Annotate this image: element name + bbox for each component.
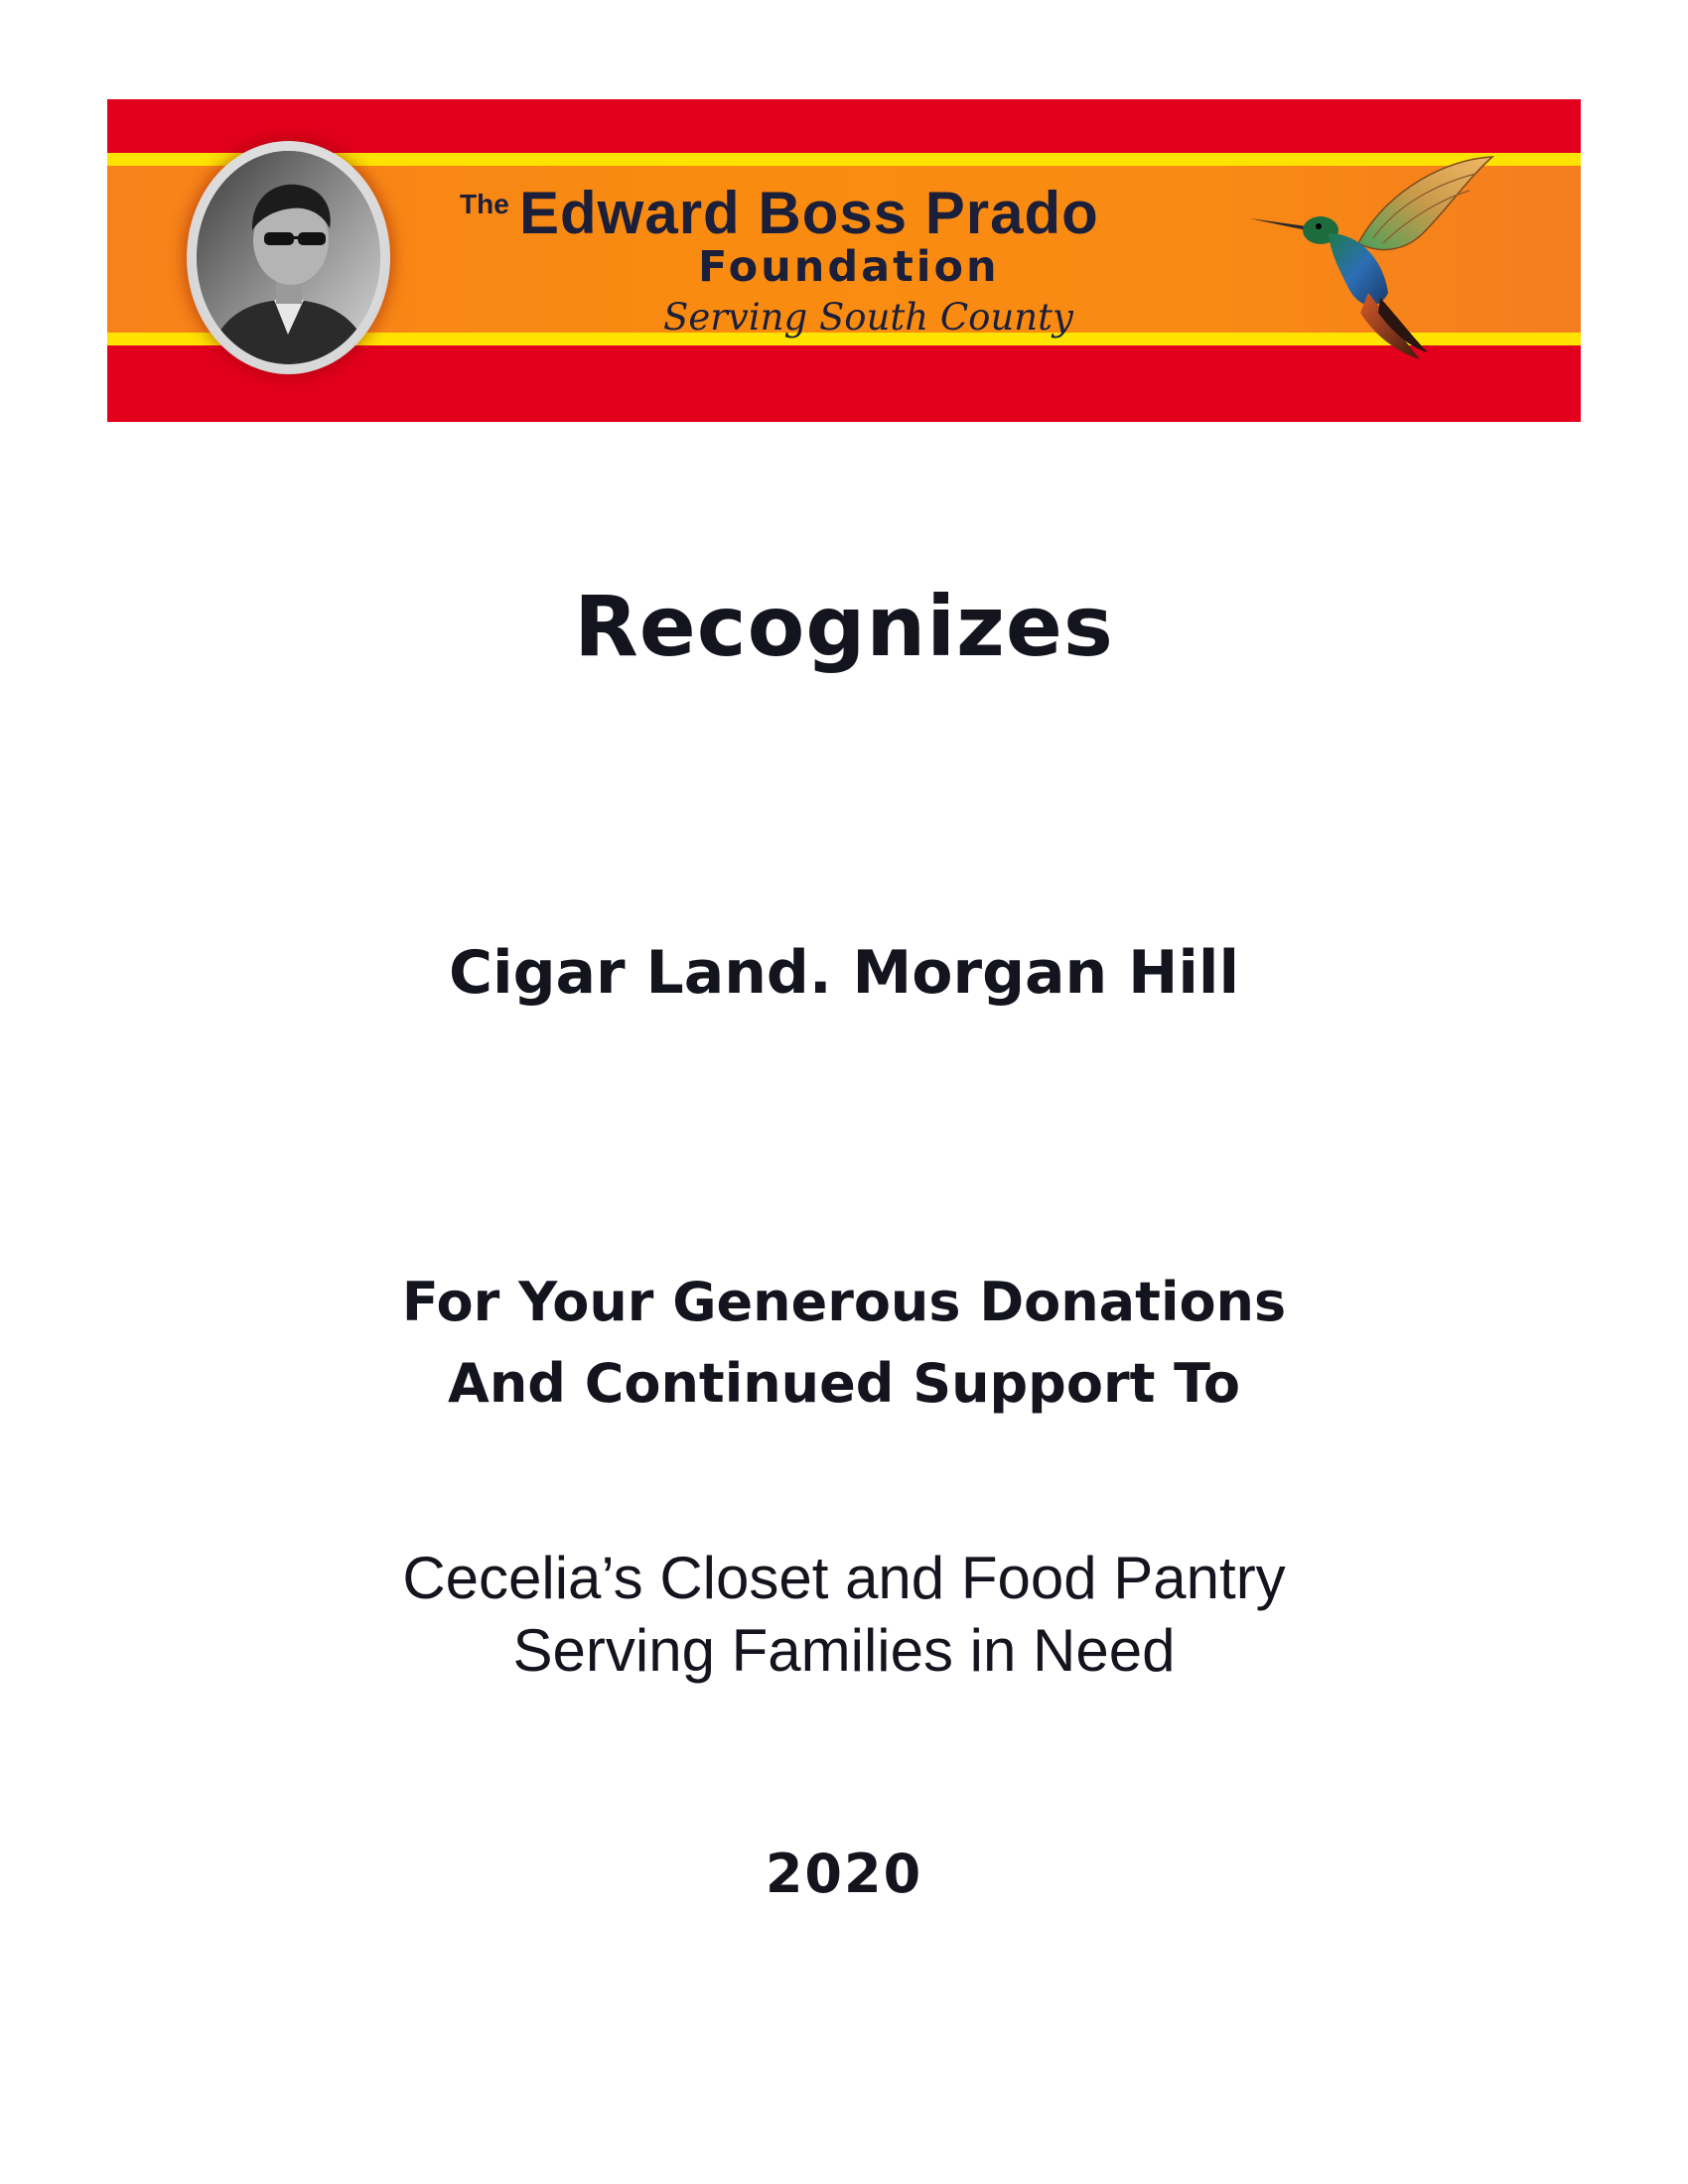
thanks-line-1: For Your Generous Donations — [401, 1271, 1287, 1333]
logo-tagline: Serving South County — [663, 296, 1073, 339]
logo-the: The — [460, 189, 509, 219]
foundation-banner — [107, 99, 1581, 422]
foundation-logo — [460, 179, 1099, 357]
recipient-name: Cigar Land. Morgan Hill — [448, 938, 1240, 1008]
logo-name: Edward Boss Prado — [519, 180, 1099, 246]
portrait-silhouette-icon — [197, 151, 380, 364]
portrait-photo — [197, 151, 380, 364]
logo-foundation: Foundation — [698, 242, 1000, 292]
thanks-line-2: And Continued Support To — [448, 1352, 1240, 1415]
hummingbird-icon — [1249, 149, 1507, 367]
portrait-frame — [187, 141, 390, 374]
organization-line-2: Serving Families in Need — [512, 1617, 1176, 1684]
certificate-year: 2020 — [765, 1843, 923, 1905]
organization-line-1: Cecelia’s Closet and Food Pantry — [402, 1545, 1286, 1611]
certificate-heading: Recognizes — [574, 578, 1114, 675]
